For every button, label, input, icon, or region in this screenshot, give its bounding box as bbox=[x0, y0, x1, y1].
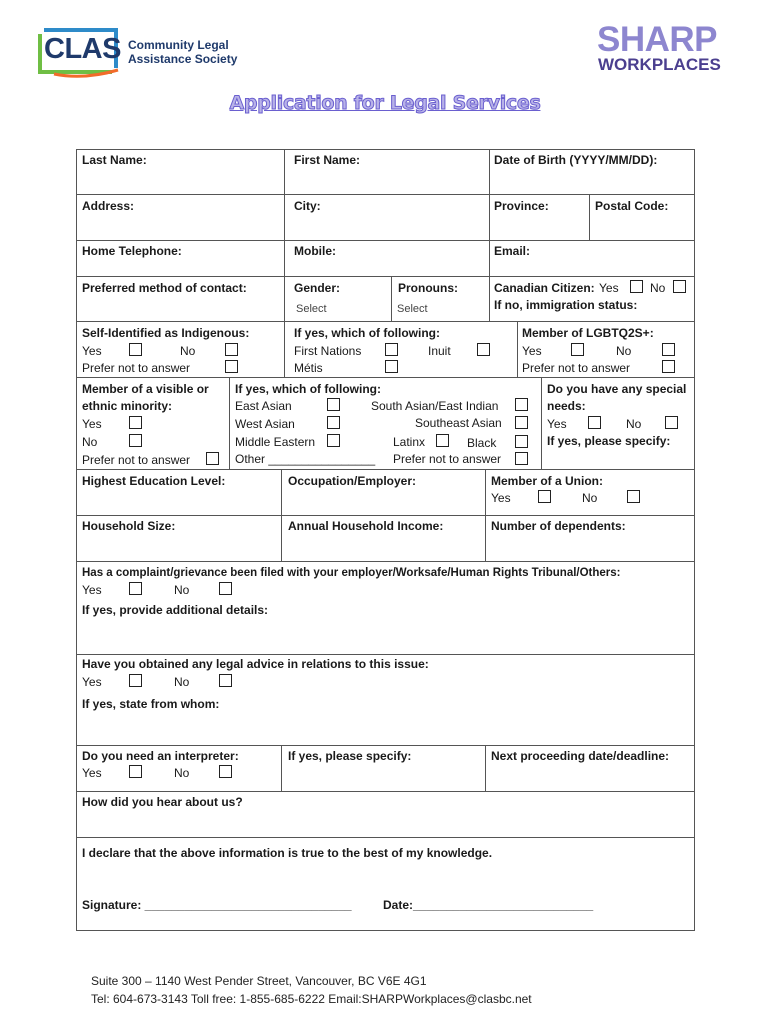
col-divider bbox=[541, 377, 542, 469]
citizen-yes-checkbox[interactable] bbox=[630, 280, 643, 293]
household-income-label: Annual Household Income: bbox=[288, 519, 444, 533]
union-no-label: No bbox=[582, 491, 598, 505]
special-needs-label-2: needs: bbox=[547, 399, 586, 413]
interpreter-specify-label: If yes, please specify: bbox=[288, 749, 412, 763]
union-label: Member of a Union: bbox=[491, 474, 604, 488]
complaint-no-label: No bbox=[174, 583, 190, 597]
home-telephone-label: Home Telephone: bbox=[82, 244, 182, 258]
inuit-checkbox[interactable] bbox=[477, 343, 490, 356]
latinx-label: Latinx bbox=[393, 435, 426, 449]
metis-label: Métis bbox=[294, 361, 323, 375]
first-nations-checkbox[interactable] bbox=[385, 343, 398, 356]
col-divider bbox=[485, 469, 486, 561]
lgbt-prefer-not-checkbox[interactable] bbox=[662, 360, 675, 373]
interpreter-no-label: No bbox=[174, 766, 190, 780]
lgbt-no-checkbox[interactable] bbox=[662, 343, 675, 356]
interpreter-label: Do you need an interpreter: bbox=[82, 749, 239, 763]
household-size-label: Household Size: bbox=[82, 519, 176, 533]
org-name-line1: Community Legal bbox=[128, 38, 229, 52]
union-no-checkbox[interactable] bbox=[627, 490, 640, 503]
row-divider bbox=[76, 837, 695, 838]
indigenous-which-label: If yes, which of following: bbox=[294, 326, 440, 340]
south-asian-checkbox[interactable] bbox=[515, 398, 528, 411]
province-label: Province: bbox=[494, 199, 549, 213]
col-divider bbox=[284, 321, 285, 377]
special-needs-no-checkbox[interactable] bbox=[665, 416, 678, 429]
education-label: Highest Education Level: bbox=[82, 474, 226, 488]
lgbt-prefer-not-label: Prefer not to answer bbox=[522, 361, 631, 375]
union-yes-checkbox[interactable] bbox=[538, 490, 551, 503]
row-divider bbox=[76, 194, 695, 195]
complaint-yes-checkbox[interactable] bbox=[129, 582, 142, 595]
interpreter-no-checkbox[interactable] bbox=[219, 765, 232, 778]
interpreter-yes-checkbox[interactable] bbox=[129, 765, 142, 778]
minority-no-checkbox[interactable] bbox=[129, 434, 142, 447]
col-divider bbox=[489, 276, 490, 321]
dob-label: Date of Birth (YYYY/MM/DD): bbox=[494, 153, 658, 167]
legal-advice-no-checkbox[interactable] bbox=[219, 674, 232, 687]
middle-eastern-label: Middle Eastern bbox=[235, 435, 316, 449]
indigenous-no-label: No bbox=[180, 344, 196, 358]
complaint-label: Has a complaint/grievance been filed with your employer/Worksafe/Human Rights Tribunal/Others: bbox=[82, 567, 621, 579]
clas-logo-text: CLAS bbox=[44, 33, 121, 65]
visible-minority-label-1: Member of a visible or bbox=[82, 382, 209, 396]
pronouns-select[interactable]: Select bbox=[397, 303, 428, 315]
hear-about-label: How did you hear about us? bbox=[82, 795, 243, 809]
citizen-no-label: No bbox=[650, 281, 666, 295]
legal-advice-yes-checkbox[interactable] bbox=[129, 674, 142, 687]
west-asian-checkbox[interactable] bbox=[327, 416, 340, 429]
col-divider bbox=[281, 469, 282, 561]
middle-eastern-checkbox[interactable] bbox=[327, 434, 340, 447]
email-label: Email: bbox=[494, 244, 531, 258]
col-divider bbox=[489, 149, 490, 277]
gender-select[interactable]: Select bbox=[296, 303, 327, 315]
minority-yes-checkbox[interactable] bbox=[129, 416, 142, 429]
special-needs-label-1: Do you have any special bbox=[547, 382, 687, 396]
special-needs-yes-checkbox[interactable] bbox=[588, 416, 601, 429]
col-divider bbox=[391, 276, 392, 321]
deadline-label: Next proceeding date/deadline: bbox=[491, 749, 670, 763]
date-field[interactable]: Date:___________________________ bbox=[383, 898, 594, 912]
row-divider bbox=[76, 321, 695, 322]
citizen-no-checkbox[interactable] bbox=[673, 280, 686, 293]
row-divider bbox=[76, 469, 695, 470]
west-asian-label: West Asian bbox=[235, 417, 295, 431]
pronouns-label: Pronouns: bbox=[398, 281, 458, 295]
black-checkbox[interactable] bbox=[515, 435, 528, 448]
inuit-label: Inuit bbox=[428, 344, 451, 358]
row-divider bbox=[76, 745, 695, 746]
black-label: Black bbox=[467, 436, 497, 450]
mobile-label: Mobile: bbox=[294, 244, 336, 258]
col-divider bbox=[589, 194, 590, 240]
complaint-details-label: If yes, provide additional details: bbox=[82, 603, 269, 617]
indigenous-prefer-not-checkbox[interactable] bbox=[225, 360, 238, 373]
east-asian-label: East Asian bbox=[235, 399, 292, 413]
special-needs-specify-label: If yes, please specify: bbox=[547, 434, 671, 448]
metis-checkbox[interactable] bbox=[385, 360, 398, 373]
signature-field[interactable]: Signature: _______________________________ bbox=[82, 898, 352, 912]
indigenous-prefer-not-label: Prefer not to answer bbox=[82, 361, 191, 375]
indigenous-label: Self-Identified as Indigenous: bbox=[82, 326, 250, 340]
other-label: Other ________________ bbox=[235, 452, 376, 466]
preferred-contact-label: Preferred method of contact: bbox=[82, 281, 247, 295]
south-asian-label: South Asian/East Indian bbox=[371, 399, 499, 413]
row-divider bbox=[76, 561, 695, 562]
postal-code-label: Postal Code: bbox=[595, 199, 669, 213]
from-whom-label: If yes, state from whom: bbox=[82, 697, 220, 711]
col-divider bbox=[229, 377, 230, 469]
row-divider bbox=[76, 276, 695, 277]
special-needs-no-label: No bbox=[626, 417, 642, 431]
sharp-logo-line2: WORKPLACES bbox=[598, 55, 721, 74]
indigenous-yes-checkbox[interactable] bbox=[129, 343, 142, 356]
row-divider bbox=[76, 377, 695, 378]
gender-label: Gender: bbox=[294, 281, 341, 295]
row-divider bbox=[76, 515, 695, 516]
special-needs-yes-label: Yes bbox=[547, 417, 567, 431]
col-divider bbox=[281, 745, 282, 791]
address-label: Address: bbox=[82, 199, 135, 213]
org-name-line2: Assistance Society bbox=[128, 52, 238, 66]
lgbt-label: Member of LGBTQ2S+: bbox=[522, 326, 654, 340]
minority-prefer-not-checkbox[interactable] bbox=[206, 452, 219, 465]
dependents-label: Number of dependents: bbox=[491, 519, 626, 533]
citizen-label: Canadian Citizen: bbox=[494, 281, 595, 295]
minority-which-label: If yes, which of following: bbox=[235, 382, 381, 396]
lgbt-yes-label: Yes bbox=[522, 344, 542, 358]
legal-advice-yes-label: Yes bbox=[82, 675, 102, 689]
minority-no-label: No bbox=[82, 435, 98, 449]
union-yes-label: Yes bbox=[491, 491, 511, 505]
minority-prefer-not-label: Prefer not to answer bbox=[82, 453, 191, 467]
southeast-asian-checkbox[interactable] bbox=[515, 416, 528, 429]
declaration-text: I declare that the above information is true to the best of my knowledge. bbox=[82, 846, 493, 860]
lgbt-no-label: No bbox=[616, 344, 632, 358]
ethnicity-prefer-not-checkbox[interactable] bbox=[515, 452, 528, 465]
immigration-status-label: If no, immigration status: bbox=[494, 298, 638, 312]
legal-advice-label: Have you obtained any legal advice in relations to this issue: bbox=[82, 657, 429, 671]
indigenous-no-checkbox[interactable] bbox=[225, 343, 238, 356]
east-asian-checkbox[interactable] bbox=[327, 398, 340, 411]
col-divider bbox=[485, 745, 486, 791]
ethnicity-prefer-not-label: Prefer not to answer bbox=[393, 452, 502, 466]
complaint-yes-label: Yes bbox=[82, 583, 102, 597]
interpreter-yes-label: Yes bbox=[82, 766, 102, 780]
indigenous-yes-label: Yes bbox=[82, 344, 102, 358]
minority-yes-label: Yes bbox=[82, 417, 102, 431]
form-table bbox=[76, 149, 695, 931]
footer-address: Suite 300 – 1140 West Pender Street, Vancouver, BC V6E 4G1 bbox=[91, 974, 427, 988]
last-name-label: Last Name: bbox=[82, 153, 147, 167]
city-label: City: bbox=[294, 199, 321, 213]
row-divider bbox=[76, 240, 695, 241]
page-title: Application for Legal Services bbox=[229, 92, 541, 114]
first-name-label: First Name: bbox=[294, 153, 361, 167]
row-divider bbox=[76, 791, 695, 792]
col-divider bbox=[284, 276, 285, 321]
lgbt-yes-checkbox[interactable] bbox=[571, 343, 584, 356]
complaint-no-checkbox[interactable] bbox=[219, 582, 232, 595]
sharp-logo-line1: SHARP bbox=[597, 20, 718, 59]
southeast-asian-label: Southeast Asian bbox=[415, 416, 502, 430]
footer-contact: Tel: 604-673-3143 Toll free: 1-855-685-6222 Email:SHARPWorkplaces@clasbc.net bbox=[91, 992, 532, 1006]
visible-minority-label-2: ethnic minority: bbox=[82, 399, 173, 413]
row-divider bbox=[76, 654, 695, 655]
first-nations-label: First Nations bbox=[294, 344, 362, 358]
citizen-yes-label: Yes bbox=[599, 281, 619, 295]
occupation-label: Occupation/Employer: bbox=[288, 474, 417, 488]
legal-advice-no-label: No bbox=[174, 675, 190, 689]
col-divider bbox=[517, 321, 518, 377]
latinx-checkbox[interactable] bbox=[436, 434, 449, 447]
col-divider bbox=[284, 149, 285, 277]
